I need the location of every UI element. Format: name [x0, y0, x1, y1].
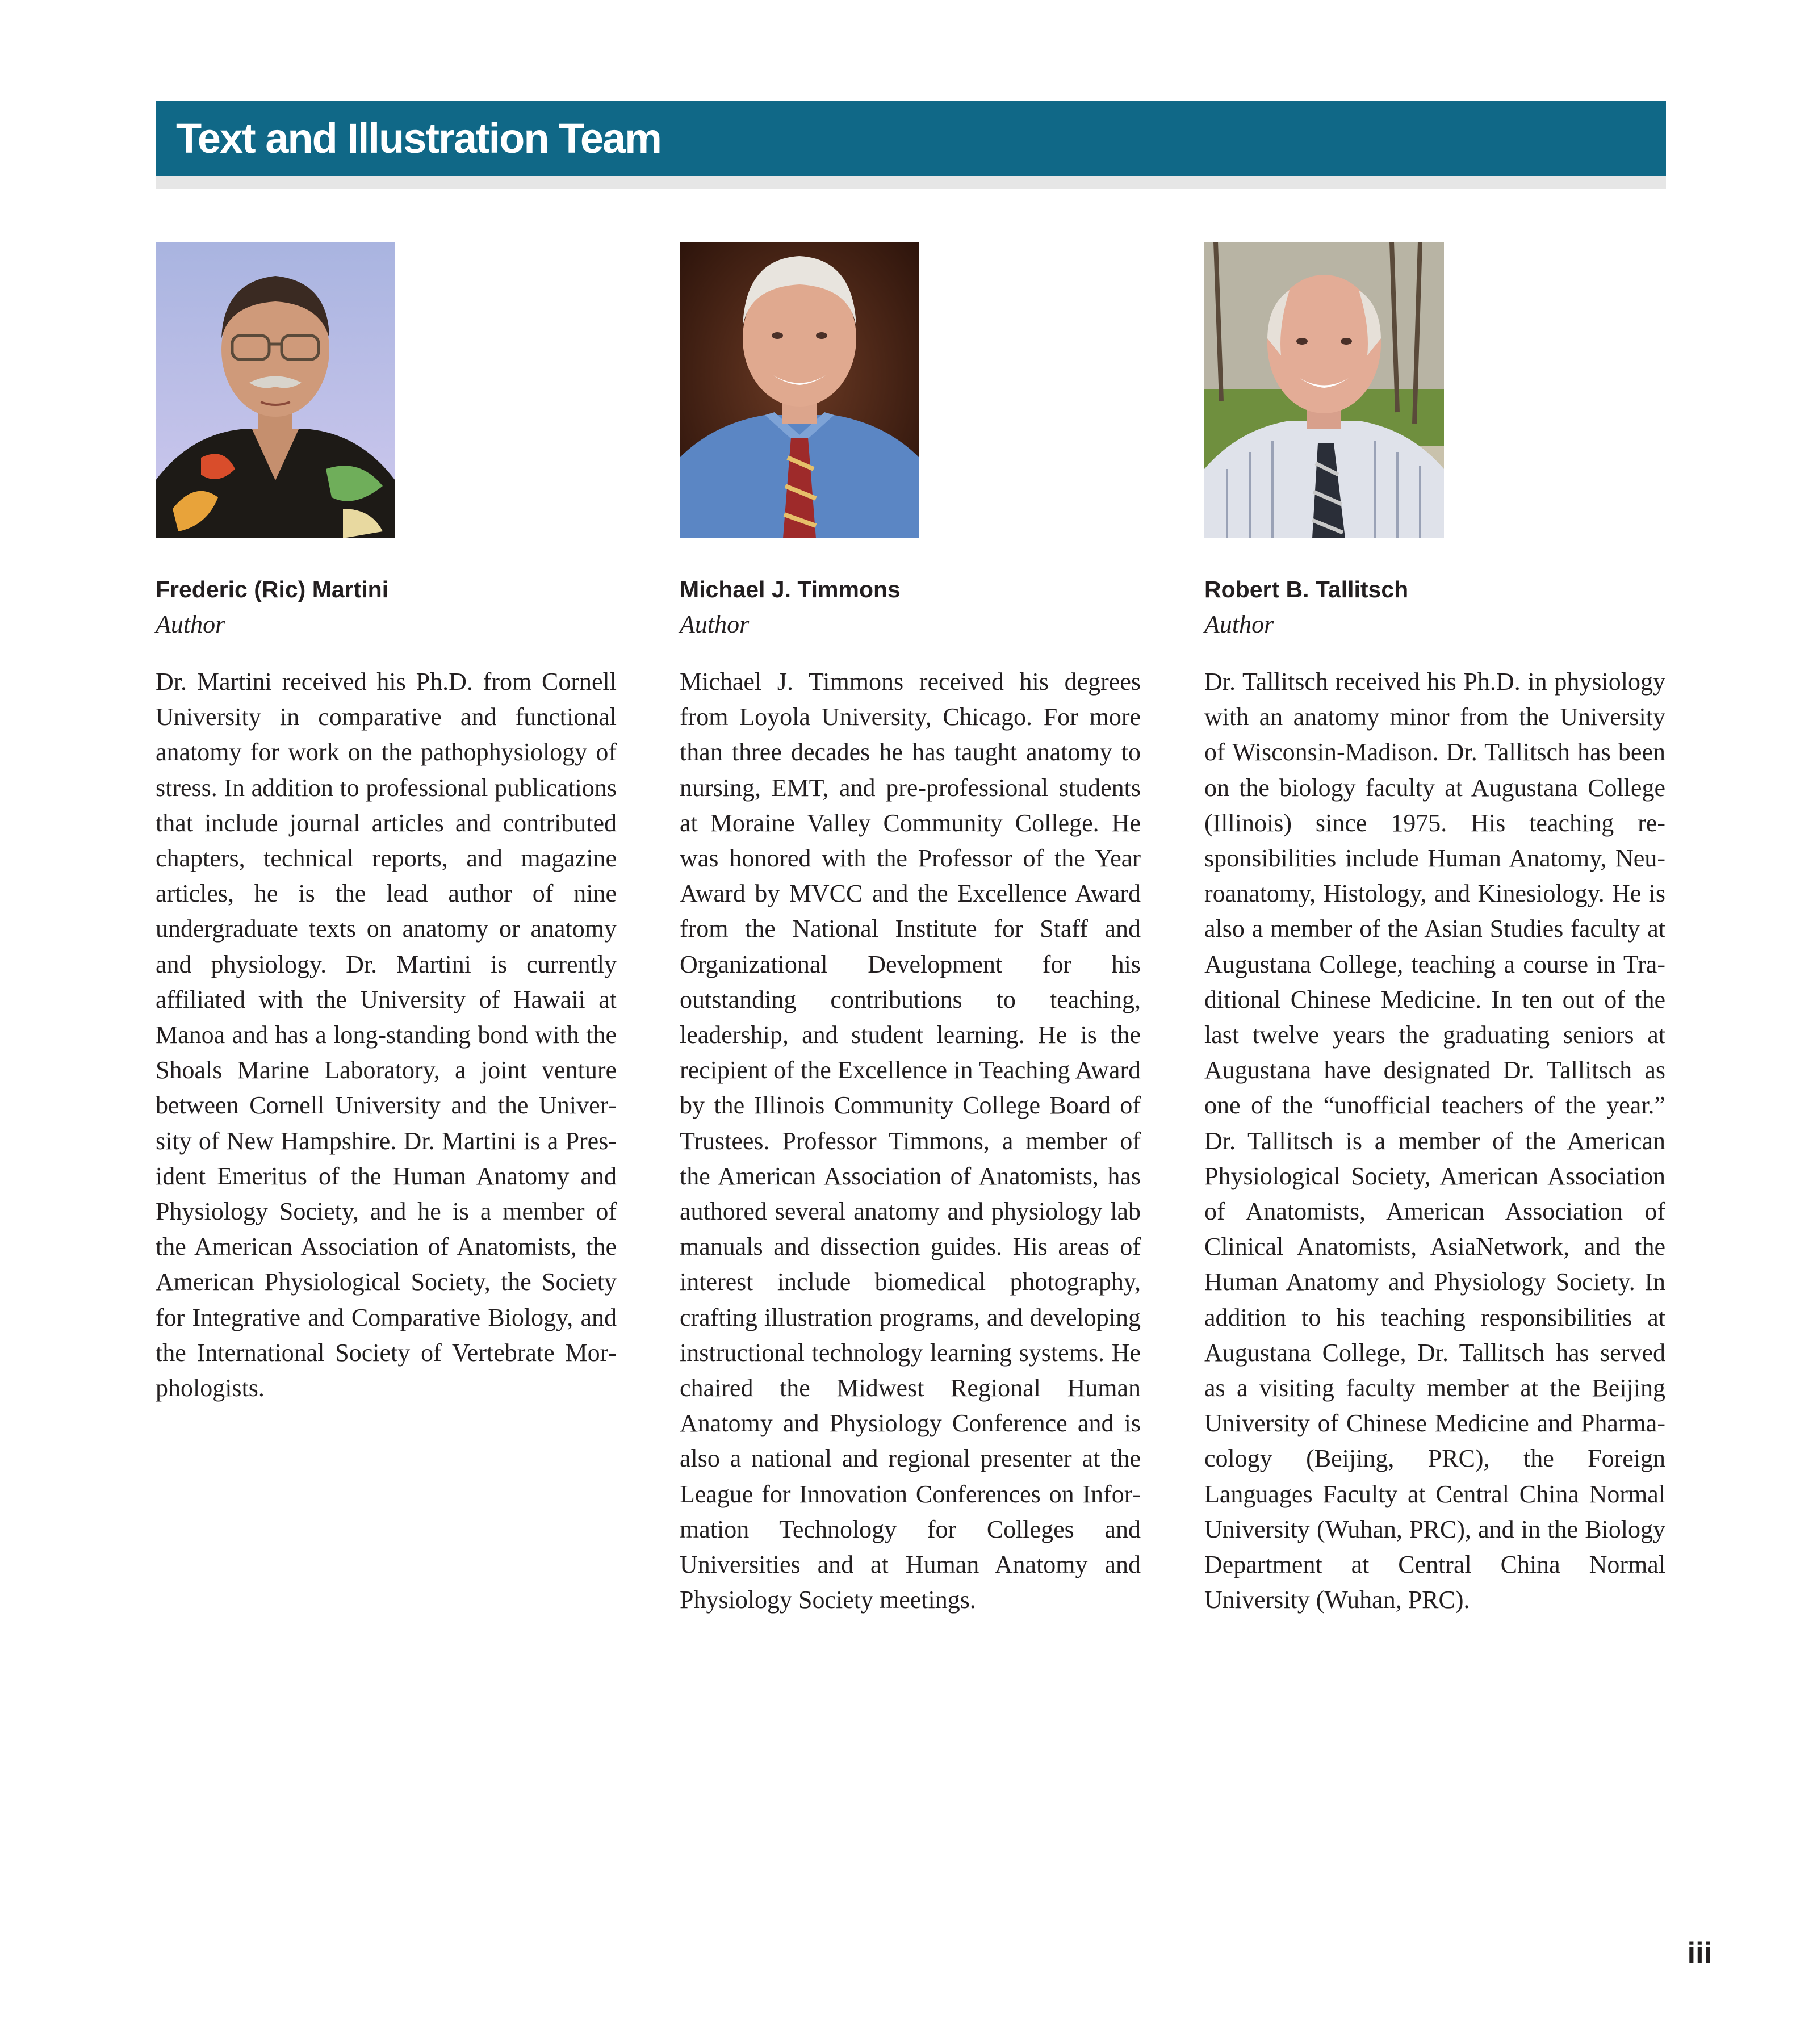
page-number: iii	[1687, 1937, 1712, 1970]
author-role: Author	[156, 610, 225, 638]
author-portrait-tallitsch-icon	[1204, 242, 1444, 538]
author-column-tallitsch	[1204, 242, 1665, 1618]
page-title: Text and Illustration Team	[176, 115, 661, 162]
author-bio: Dr. Martini received his Ph.D. from Cornell University in comparative and functional anatomy for work on the pathophysiology of stress. In addition to professional publications that include journal articles and contributed chapters, technical reports, and magazine articles, he is the lead author of nine undergraduate texts on anatomy or anatomy and physiology. Dr. Martini is currently affiliated with the University of Hawaii at Manoa and has a long-standing bond with the Shoals Marine Laboratory, a joint venture between Cornell University and the University of New Hampshire. Dr. Martini is a President Emeritus of the Human Anatomy and Physiology Society, and he is a member of the American Association of Anatomists, the American Physiological Society, the Society for Integrative and Comparative Biology, and the International Society of Vertebrate Morphologists.	[156, 668, 617, 1402]
author-name: Michael J. Timmons	[680, 576, 901, 602]
author-name: Frederic (Ric) Martini	[156, 576, 389, 602]
author-name: Robert B. Tallitsch	[1204, 576, 1409, 602]
author-column-timmons	[680, 242, 1141, 1618]
author-column-martini	[156, 242, 617, 1406]
author-portrait-martini-icon	[156, 242, 395, 538]
header-underline	[156, 176, 1666, 189]
author-role: Author	[680, 610, 750, 638]
author-portrait-timmons-icon	[680, 242, 919, 538]
author-bio: Michael J. Timmons received his degrees from Loyola University, Chicago. For more than three decades he has taught anatomy to nursing, EMT, and pre-professional students at Moraine Valley Community College. He was honored with the Professor of the Year Award by MVCC and the Excellence Award from the National Institute for Staff and Organizational Development for his outstanding contributions to teaching, leadership, and student learning. He is the recipient of the Excellence in Teaching Award by the Illinois Community College Board of Trustees. Professor Timmons, a member of the American Association of Anatomists, has authored several anatomy and physiology lab manuals and dissection guides. His areas of interest include biomedical photography, crafting illustration programs, and developing instructional technology learning systems. He chaired the Midwest Regional Human Anatomy and Physiology Conference and is also a national and regional presenter at the League for Innovation Conferences on Information Technology for Colleges and Universities and at Human Anatomy and Physiology Society meetings.	[680, 668, 1141, 1614]
author-role: Author	[1204, 610, 1274, 638]
section-header-bar	[156, 101, 1666, 176]
author-bio: Dr. Tallitsch received his Ph.D. in physiology with an anatomy minor from the University of Wisconsin-Madison. Dr. Tallitsch has been on the biology faculty at Augustana College (Illinois) since 1975. His teaching responsibilities include Human Anatomy, Neuroanatomy, Histology, and Kinesiology. He is also a member of the Asian Studies faculty at Augustana College, teaching a course in Traditional Chinese Medicine. In ten out of the last twelve years the graduating seniors at Augustana have designated Dr. Tallitsch as one of the “unofficial teachers of the year.” Dr. Tallitsch is a member of the American Physiological Society, American Association of Anatomists, American Association of Clinical Anatomists, AsiaNetwork, and the Human Anatomy and Physiology Society. In addition to his teaching responsibilities at Augustana College, Dr. Tallitsch has served as a visiting faculty member at the Beijing University of Chinese Medicine and Pharmacology (Beijing, PRC), the Foreign Languages Faculty at Central China Normal University (Wuhan, PRC), and in the Biology Department at Central China Normal University (Wuhan, PRC).	[1204, 668, 1665, 1614]
